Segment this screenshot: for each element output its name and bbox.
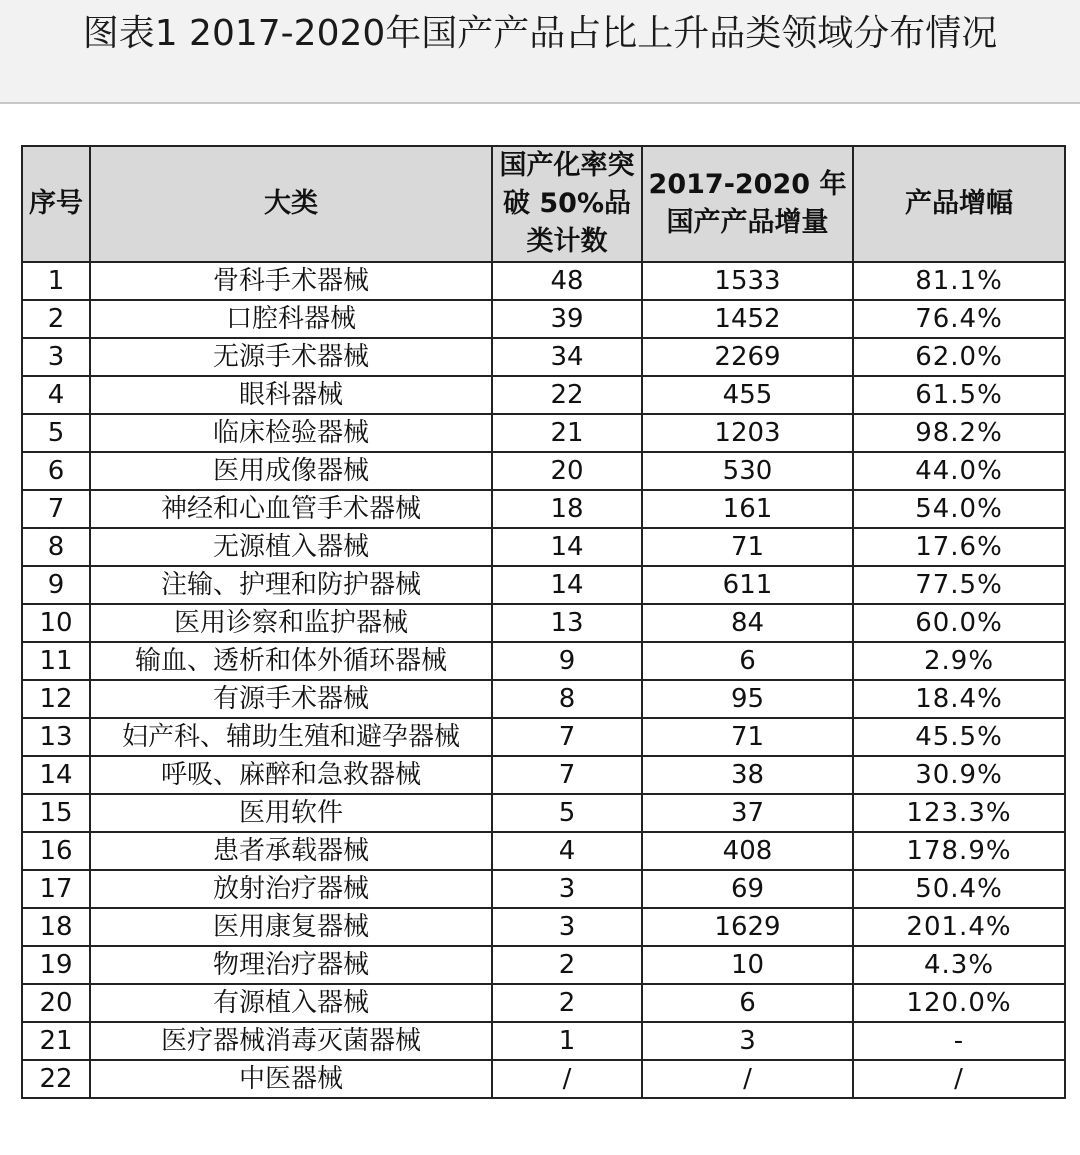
cell-index: 21 [22, 1022, 90, 1060]
cell-count: 5 [492, 794, 642, 832]
table-row [22, 680, 1065, 718]
table-row [22, 300, 1065, 338]
cell-growth: / [853, 1060, 1065, 1098]
cell-increment: 455 [642, 376, 853, 414]
cell-growth: 17.6% [853, 528, 1065, 566]
cell-growth: 120.0% [853, 984, 1065, 1022]
cell-increment: 2269 [642, 338, 853, 376]
cell-category: 呼吸、麻醉和急救器械 [90, 756, 492, 794]
table-row [22, 604, 1065, 642]
cell-category: 无源植入器械 [90, 528, 492, 566]
cell-count: 9 [492, 642, 642, 680]
cell-count: 14 [492, 528, 642, 566]
cell-growth: 61.5% [853, 376, 1065, 414]
cell-category: 口腔科器械 [90, 300, 492, 338]
header-increment: 2017-2020 年国产产品增量 [642, 146, 853, 262]
cell-category: 医用诊察和监护器械 [90, 604, 492, 642]
cell-increment: 530 [642, 452, 853, 490]
table-row [22, 756, 1065, 794]
cell-index: 7 [22, 490, 90, 528]
cell-category: 妇产科、辅助生殖和避孕器械 [90, 718, 492, 756]
cell-increment: 38 [642, 756, 853, 794]
cell-category: 中医器械 [90, 1060, 492, 1098]
table-row [22, 528, 1065, 566]
table-row [22, 870, 1065, 908]
table-row [22, 642, 1065, 680]
cell-increment: 1452 [642, 300, 853, 338]
data-table [21, 145, 1066, 1099]
cell-index: 8 [22, 528, 90, 566]
cell-increment: 1533 [642, 262, 853, 300]
cell-index: 9 [22, 566, 90, 604]
cell-count: 2 [492, 984, 642, 1022]
cell-category: 输血、透析和体外循环器械 [90, 642, 492, 680]
cell-index: 14 [22, 756, 90, 794]
cell-increment: 69 [642, 870, 853, 908]
cell-growth: 4.3% [853, 946, 1065, 984]
cell-increment: / [642, 1060, 853, 1098]
cell-growth: 30.9% [853, 756, 1065, 794]
cell-increment: 71 [642, 718, 853, 756]
cell-category: 有源植入器械 [90, 984, 492, 1022]
cell-increment: 6 [642, 984, 853, 1022]
table-row [22, 262, 1065, 300]
cell-increment: 1203 [642, 414, 853, 452]
cell-count: 1 [492, 1022, 642, 1060]
cell-category: 患者承载器械 [90, 832, 492, 870]
page-title: 图表1 2017-2020年国产产品占比上升品类领域分布情况 [82, 13, 998, 54]
cell-count: 3 [492, 870, 642, 908]
cell-count: 14 [492, 566, 642, 604]
cell-index: 17 [22, 870, 90, 908]
cell-increment: 84 [642, 604, 853, 642]
table-row [22, 414, 1065, 452]
cell-category: 临床检验器械 [90, 414, 492, 452]
cell-growth: 123.3% [853, 794, 1065, 832]
table-row [22, 1060, 1065, 1098]
cell-category: 骨科手术器械 [90, 262, 492, 300]
cell-count: 7 [492, 756, 642, 794]
table-row [22, 984, 1065, 1022]
cell-count: 21 [492, 414, 642, 452]
cell-growth: 62.0% [853, 338, 1065, 376]
table-row [22, 338, 1065, 376]
table-row [22, 452, 1065, 490]
cell-index: 20 [22, 984, 90, 1022]
cell-count: 3 [492, 908, 642, 946]
cell-count: 8 [492, 680, 642, 718]
cell-index: 10 [22, 604, 90, 642]
cell-count: 7 [492, 718, 642, 756]
cell-category: 注输、护理和防护器械 [90, 566, 492, 604]
cell-count: 4 [492, 832, 642, 870]
cell-count: 13 [492, 604, 642, 642]
header-index: 序号 [22, 146, 90, 262]
table-row [22, 832, 1065, 870]
cell-index: 3 [22, 338, 90, 376]
cell-growth: 98.2% [853, 414, 1065, 452]
cell-category: 医用康复器械 [90, 908, 492, 946]
cell-category: 放射治疗器械 [90, 870, 492, 908]
cell-growth: - [853, 1022, 1065, 1060]
cell-index: 6 [22, 452, 90, 490]
cell-growth: 50.4% [853, 870, 1065, 908]
cell-category: 神经和心血管手术器械 [90, 490, 492, 528]
cell-growth: 77.5% [853, 566, 1065, 604]
cell-category: 物理治疗器械 [90, 946, 492, 984]
cell-category: 无源手术器械 [90, 338, 492, 376]
cell-count: 39 [492, 300, 642, 338]
cell-count: 22 [492, 376, 642, 414]
table-row [22, 908, 1065, 946]
cell-category: 医疗器械消毒灭菌器械 [90, 1022, 492, 1060]
table-row [22, 718, 1065, 756]
cell-index: 16 [22, 832, 90, 870]
cell-count: 48 [492, 262, 642, 300]
cell-category: 医用软件 [90, 794, 492, 832]
cell-index: 12 [22, 680, 90, 718]
cell-increment: 10 [642, 946, 853, 984]
cell-increment: 95 [642, 680, 853, 718]
cell-category: 有源手术器械 [90, 680, 492, 718]
cell-growth: 54.0% [853, 490, 1065, 528]
cell-index: 15 [22, 794, 90, 832]
cell-count: 2 [492, 946, 642, 984]
cell-count: / [492, 1060, 642, 1098]
table-row [22, 946, 1065, 984]
cell-increment: 408 [642, 832, 853, 870]
cell-category: 眼科器械 [90, 376, 492, 414]
cell-growth: 60.0% [853, 604, 1065, 642]
cell-count: 18 [492, 490, 642, 528]
cell-index: 13 [22, 718, 90, 756]
cell-increment: 611 [642, 566, 853, 604]
cell-growth: 18.4% [853, 680, 1065, 718]
table-body [22, 262, 1065, 1098]
header-count: 国产化率突破 50%品类计数 [492, 146, 642, 262]
cell-increment: 71 [642, 528, 853, 566]
table-row [22, 376, 1065, 414]
cell-increment: 3 [642, 1022, 853, 1060]
cell-growth: 44.0% [853, 452, 1065, 490]
cell-index: 5 [22, 414, 90, 452]
cell-growth: 2.9% [853, 642, 1065, 680]
title-band [0, 0, 1080, 104]
cell-increment: 1629 [642, 908, 853, 946]
header-growth: 产品增幅 [853, 146, 1065, 262]
table-row [22, 490, 1065, 528]
cell-index: 11 [22, 642, 90, 680]
cell-increment: 161 [642, 490, 853, 528]
cell-category: 医用成像器械 [90, 452, 492, 490]
cell-growth: 178.9% [853, 832, 1065, 870]
table-row [22, 794, 1065, 832]
header-row [22, 146, 1065, 262]
table-row [22, 566, 1065, 604]
cell-index: 19 [22, 946, 90, 984]
cell-count: 34 [492, 338, 642, 376]
cell-index: 1 [22, 262, 90, 300]
table-row [22, 1022, 1065, 1060]
cell-growth: 76.4% [853, 300, 1065, 338]
cell-index: 18 [22, 908, 90, 946]
cell-increment: 6 [642, 642, 853, 680]
cell-growth: 201.4% [853, 908, 1065, 946]
cell-growth: 81.1% [853, 262, 1065, 300]
cell-count: 20 [492, 452, 642, 490]
cell-index: 2 [22, 300, 90, 338]
cell-increment: 37 [642, 794, 853, 832]
cell-index: 22 [22, 1060, 90, 1098]
cell-growth: 45.5% [853, 718, 1065, 756]
header-category: 大类 [90, 146, 492, 262]
cell-index: 4 [22, 376, 90, 414]
